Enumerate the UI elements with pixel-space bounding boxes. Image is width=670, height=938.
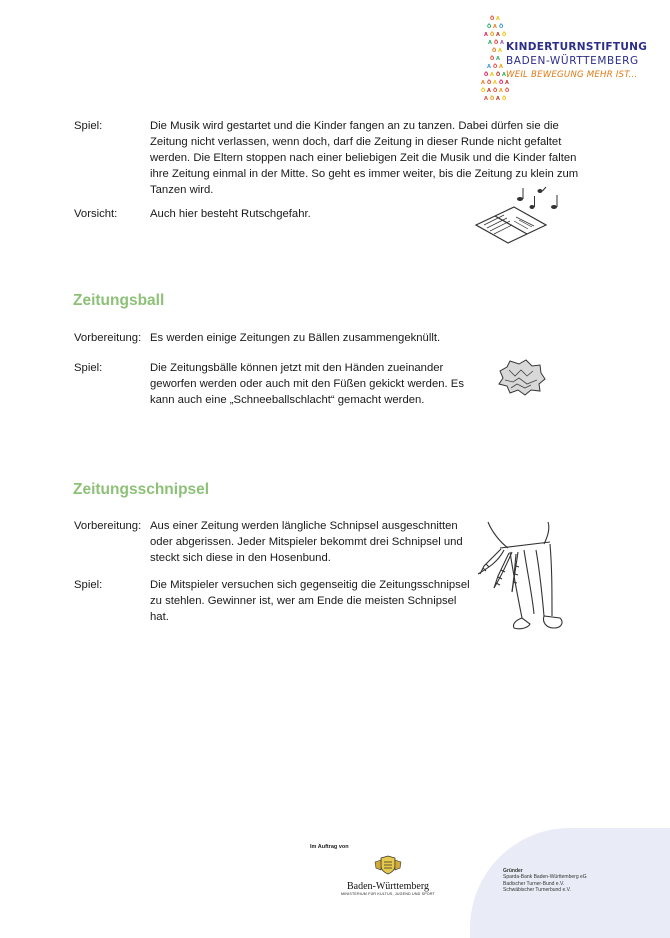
svg-text:A: A [496,56,500,62]
svg-text:Ö: Ö [484,72,489,78]
logo-slogan: WEIL BEWEGUNG MEHR IST... [506,70,638,80]
svg-text:A: A [488,40,492,46]
svg-text:A: A [487,88,491,94]
svg-text:A: A [487,64,491,70]
svg-text:Ö: Ö [490,96,495,102]
newspaper-music-illustration [470,185,565,245]
svg-text:Ö: Ö [490,16,495,22]
svg-text:A: A [496,16,500,22]
svg-text:Ö: Ö [496,72,501,78]
zeitungsschnipsel-title: Zeitungsschnipsel [73,481,210,498]
svg-text:A: A [500,40,504,46]
svg-text:Ö: Ö [490,56,495,62]
svg-text:A: A [490,72,494,78]
vorbereitung-text: Es werden einige Zeitungen zu Bällen zusammengeknüllt. [150,332,441,344]
vorbereitung-label: Vorbereitung: [74,332,142,344]
spiel-label: Spiel: [74,120,103,132]
svg-text:A: A [481,80,485,86]
vorsicht-label: Vorsicht: [74,208,118,220]
spiel-text: Die Musik wird gestartet und die Kinder fangen an zu tanzen. Dabei dürfen sie die Zeitung nicht verlassen, wenn doch, darf die Zeitung in dieser Runde nicht gefaltet werden. Die Eltern stoppen nach einer beliebigen Zeit die Musik und die Kinder falten ihre Zeitung einmal in der Mitte. So geht es immer weiter, bis die Zeitung zu klein zum Tanzen wird. [150,120,579,196]
foundation-logo [478,14,648,106]
logo-pyramid-icon [478,14,508,106]
svg-text:Ö: Ö [481,88,486,94]
founders-title: Gründer [503,868,523,874]
svg-text:Ö: Ö [487,80,492,86]
svg-text:A: A [505,80,509,86]
bw-ministry: MINISTERIUM FÜR KULTUS, JUGEND UND SPORT [341,892,435,896]
svg-text:A: A [493,80,497,86]
svg-text:Ö: Ö [493,64,498,70]
svg-text:A: A [502,72,506,78]
founder-item: Sparda-Bank Baden-Württemberg eG [503,874,587,881]
svg-text:A: A [493,24,497,30]
svg-text:Ö: Ö [499,24,504,30]
zeitungsball-title: Zeitungsball [73,292,165,309]
im-auftrag-label: Im Auftrag von [310,844,349,850]
vorsicht-text: Auch hier besteht Rutschgefahr. [150,208,311,220]
spiel-label: Spiel: [74,579,103,591]
svg-text:Ö: Ö [502,96,507,102]
svg-text:A: A [496,96,500,102]
bw-name: Baden-Württemberg [346,881,429,892]
svg-text:Ö: Ö [502,32,507,38]
svg-text:Ö: Ö [487,24,492,30]
svg-text:A: A [484,32,488,38]
logo-line-2: BADEN-WÜRTTEMBERG [506,55,639,67]
vorbereitung-label: Vorbereitung: [74,520,142,532]
svg-text:Ö: Ö [490,32,495,38]
spiel-label: Spiel: [74,362,103,374]
crumpled-paper-ball-illustration [495,358,547,396]
founder-item: Schwäbischer Turnerbund e.V. [503,886,571,893]
spiel-text: Die Zeitungsbälle können jetzt mit den Händen zueinander geworfen werden oder auch mit den Füßen gekickt werden. Es kann auch eine „Schneeballschlacht“ gemacht werden. [150,362,464,406]
svg-text:Ö: Ö [492,48,497,54]
svg-text:Ö: Ö [499,80,504,86]
founders-block [503,868,587,893]
svg-text:A: A [499,64,503,70]
svg-text:A: A [496,32,500,38]
svg-text:A: A [499,88,503,94]
svg-text:Ö: Ö [494,40,499,46]
founder-item: Badischer Turner-Bund e.V. [503,880,565,887]
svg-text:A: A [484,96,488,102]
vorbereitung-text: Aus einer Zeitung werden längliche Schnipsel ausgeschnitten oder abgerissen. Jeder Mitspieler bekommt drei Schnipsel und steckt sich diese in den Hosenbund. [150,520,463,564]
svg-text:Ö: Ö [505,88,510,94]
spiel-text: Die Mitspieler versuchen sich gegenseitig die Zeitungsschnipsel zu stehlen. Gewinner ist, wer am Ende die meisten Schnipsel hat. [150,579,470,623]
state-coat-of-arms-icon [373,856,403,874]
baden-wuerttemberg-logo [338,856,438,896]
svg-text:Ö: Ö [493,88,498,94]
logo-line-1: KINDERTURNSTIFTUNG [506,41,648,53]
person-with-paper-strips-illustration [470,518,570,636]
svg-text:A: A [498,48,502,54]
